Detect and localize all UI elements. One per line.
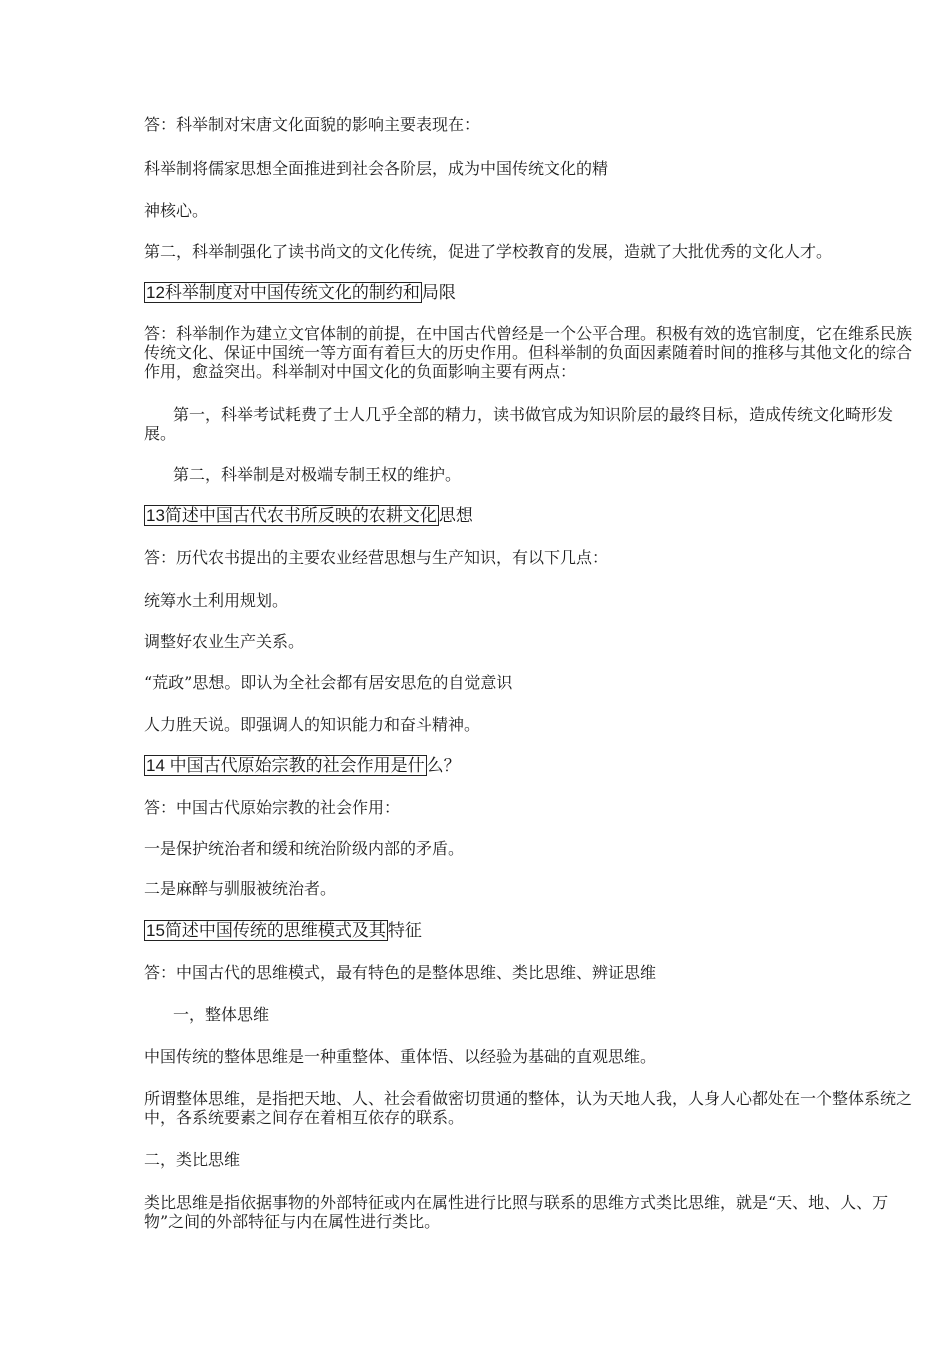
answer-12-point-2: 第二，科举制是对极端专制王权的维护。 (173, 465, 462, 484)
answer-13-item-3: “荒政”思想。即认为全社会都有居安思危的自觉意识 (144, 673, 513, 692)
answer-12-point-1: 第一，科举考试耗费了士人几乎全部的精力，读书做官成为知识阶层的最终目标，造成传统文化畸形发展。 (144, 405, 894, 443)
answer-15-section-1-title: 一，整体思维 (173, 1005, 270, 1024)
question-14-boxed-text: 14 中国古代原始宗教的社会作用是什 (146, 756, 425, 775)
answer-14-intro: 答：中国古代原始宗教的社会作用： (144, 798, 401, 817)
question-15-heading (144, 921, 422, 941)
question-15-rest-text: 特征 (387, 921, 422, 940)
answer-15-section-1-para-2: 所谓整体思维，是指把天地、人、社会看做密切贯通的整体，认为天地人我，人身人心都处在一个整体系统之中，各系统要素之间存在着相互依存的联系。 (144, 1089, 913, 1127)
answer-13-item-4: 人力胜天说。即强调人的知识能力和奋斗精神。 (144, 715, 481, 734)
question-14-heading (144, 756, 461, 776)
question-14-rest-text: 么？ (426, 756, 461, 775)
answer-11-point-1-line-1: 科举制将儒家思想全面推进到社会各阶层，成为中国传统文化的精 (144, 159, 609, 178)
answer-15-section-2-title: 二，类比思维 (144, 1150, 241, 1169)
question-13-boxed-text: 13简述中国古代农书所反映的农耕文化 (146, 506, 437, 525)
answer-11-intro: 答：科举制对宋唐文化面貌的影响主要表现在： (144, 115, 481, 134)
question-12-boxed-text: 12科举制度对中国传统文化的制约和 (146, 283, 420, 302)
question-13-heading (144, 506, 473, 526)
answer-11-point-2: 第二，科举制强化了读书尚文的文化传统，促进了学校教育的发展，造就了大批优秀的文化人才。 (144, 242, 833, 261)
question-15-boxed-text: 15简述中国传统的思维模式及其 (146, 921, 386, 940)
question-12-heading (144, 283, 456, 303)
answer-14-item-1: 一是保护统治者和缓和统治阶级内部的矛盾。 (144, 839, 465, 858)
answer-13-item-1: 统筹水土利用规划。 (144, 591, 289, 610)
answer-13-item-2: 调整好农业生产关系。 (144, 632, 305, 651)
answer-11-point-1-line-2: 神核心。 (144, 201, 209, 220)
question-12-rest-text: 局限 (421, 283, 456, 302)
answer-12-intro: 答：科举制作为建立文官体制的前提，在中国古代曾经是一个公平合理。积极有效的选官制度，它在维系民族传统文化、保证中国统一等方面有着巨大的历史作用。但科举制的负面因素随着时间的推移与其他文化的综合作用，愈益突出。科举制对中国文化的负面影响主要有两点： (144, 324, 913, 381)
answer-15-section-1-para-1: 中国传统的整体思维是一种重整体、重体悟、以经验为基础的直观思维。 (144, 1047, 657, 1066)
answer-15-intro: 答：中国古代的思维模式，最有特色的是整体思维、类比思维、辨证思维 (144, 963, 657, 982)
answer-14-item-2: 二是麻醉与驯服被统治者。 (144, 879, 337, 898)
answer-15-section-2-para-1: 类比思维是指依据事物的外部特征或内在属性进行比照与联系的思维方式类比思维，就是“天、地、人、万物”之间的外部特征与内在属性进行类比。 (144, 1193, 889, 1231)
question-13-rest-text: 思想 (438, 506, 473, 525)
answer-13-intro: 答：历代农书提出的主要农业经营思想与生产知识，有以下几点： (144, 548, 609, 567)
